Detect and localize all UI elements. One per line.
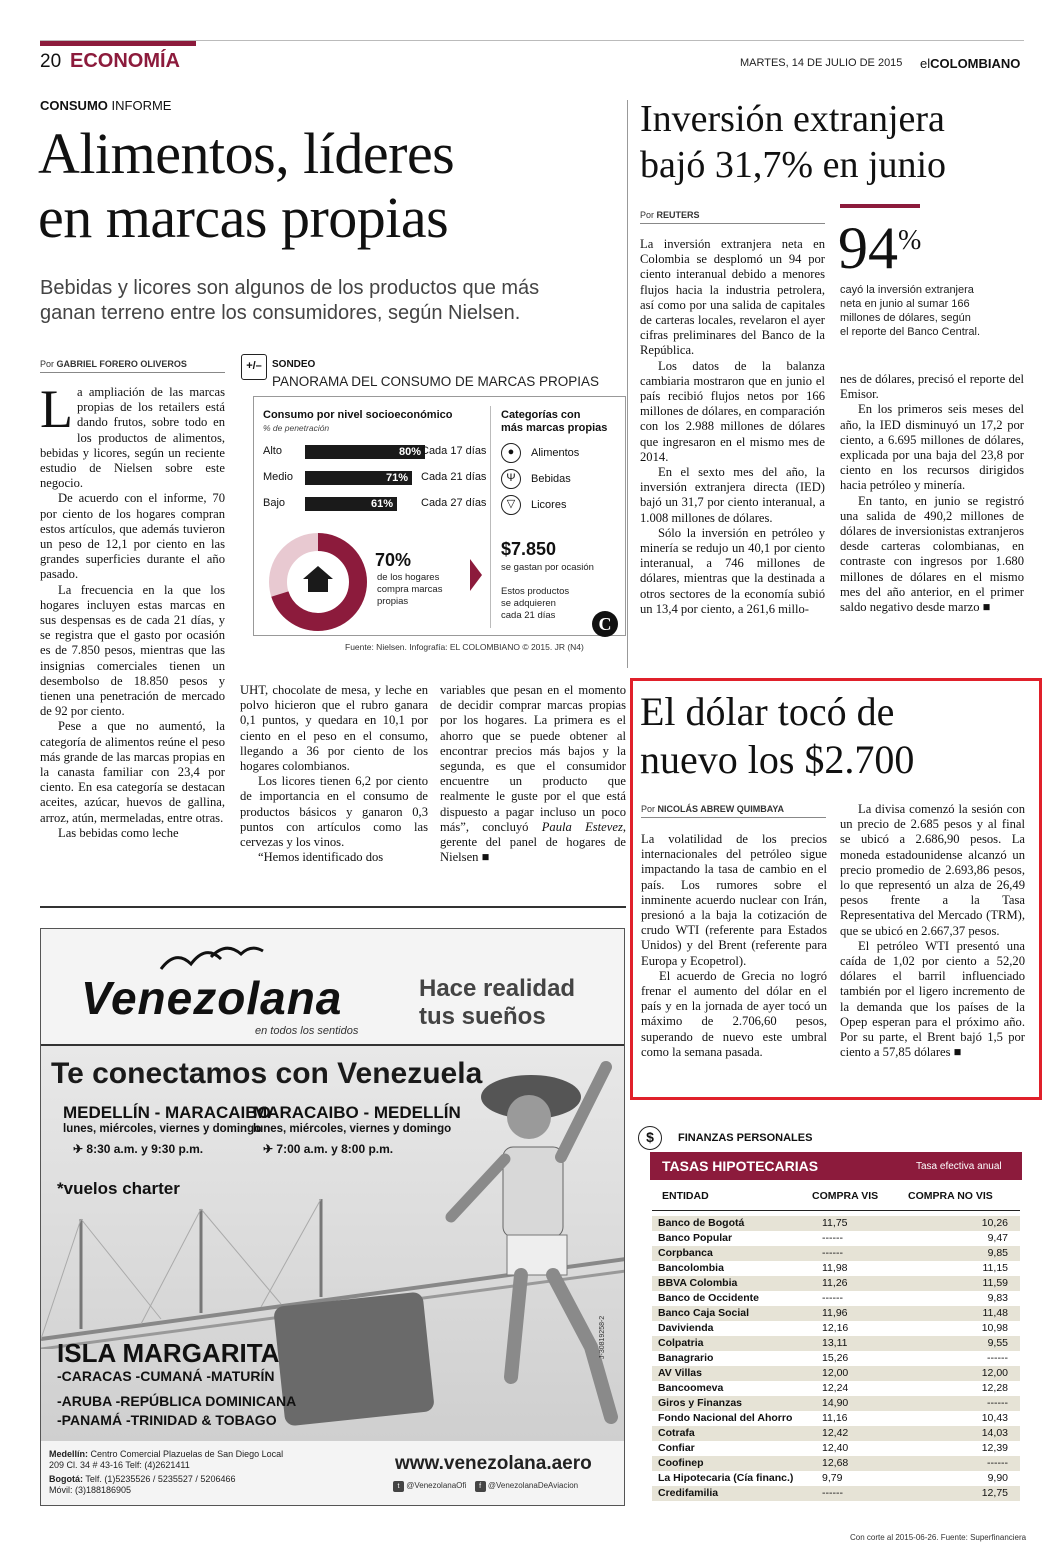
route-times: 8:30 a.m. y 9:30 p.m. xyxy=(86,1142,204,1156)
suitcase-image xyxy=(273,1291,435,1426)
table-row xyxy=(652,1366,1020,1381)
levels-chart xyxy=(263,442,488,517)
stat-caption-line: neta en junio al sumar 166 xyxy=(840,298,970,310)
contact-label: Bogotá: xyxy=(49,1474,83,1484)
slogan-line: Hace realidad xyxy=(419,975,576,1002)
entity-cell: Fondo Nacional del Ahorro xyxy=(658,1412,793,1424)
ad-slogan xyxy=(419,975,575,1031)
table-row xyxy=(652,1426,1020,1441)
entity-cell: BBVA Colombia xyxy=(658,1277,738,1289)
vis-rate-cell: ------ xyxy=(822,1292,843,1304)
table-row xyxy=(652,1396,1020,1411)
paragraph: En tanto, en junio se registró una salida de 490,2 millones de dólares de inversionistas extranjeros desde carteras colombianas, en contraste con ingresos por 1.680 millones de dólares en el mismo mes del año anterior, en el primer saldo negativo desde marzo ■ xyxy=(840,493,1024,615)
no-vis-rate-cell: ------ xyxy=(987,1457,1008,1469)
vis-rate-cell: 14,90 xyxy=(822,1397,849,1409)
paragraph: nes de dólares, precisó el reporte del Emisor. xyxy=(840,372,1024,402)
categories-title-line: más marcas propias xyxy=(501,422,608,434)
category-label: Alimentos xyxy=(531,447,580,459)
finance-header-bar xyxy=(650,1152,1022,1180)
plane-icon: ✈ xyxy=(263,1142,274,1156)
vis-rate-cell: 9,79 xyxy=(822,1472,843,1484)
contact-text: Telf. (1)5235526 / 5235527 / 5206466 xyxy=(85,1474,236,1484)
table-row xyxy=(652,1231,1020,1246)
headline-line: en marcas propias xyxy=(38,185,449,250)
byline-prefix: Por xyxy=(641,804,656,814)
donut-text-line: compra marcas xyxy=(377,584,443,595)
donut-text xyxy=(377,572,442,608)
logo-letter: C xyxy=(598,614,612,634)
article3-headline xyxy=(640,688,914,784)
frequency-line: se adquieren xyxy=(501,598,556,609)
table-row xyxy=(652,1411,1020,1426)
contact-text: 209 Cl. 34 # 43-16 Telf: (4)2621411 xyxy=(49,1460,190,1470)
no-vis-rate-cell: 11,48 xyxy=(982,1307,1008,1319)
vis-rate-cell: ------ xyxy=(822,1247,843,1259)
stat-value: 94 xyxy=(838,215,898,281)
categories-title-line: Categorías con xyxy=(501,409,581,421)
paragraph: En el sexto mes del año, la inversión extranjera directa (IED) bajó un 31,7 por ciento interanual, a 1.008 millones de dólares. xyxy=(640,465,825,525)
no-vis-rate-cell: 9,47 xyxy=(987,1232,1008,1244)
article2-headline xyxy=(640,96,946,188)
no-vis-rate-cell: 11,15 xyxy=(982,1262,1008,1274)
table-row xyxy=(652,1441,1020,1456)
vis-rate-cell: 12,16 xyxy=(822,1322,849,1334)
table-row xyxy=(652,1306,1020,1321)
contact-label: Medellín: xyxy=(49,1449,89,1459)
masthead-name: COLOMBIANO xyxy=(930,56,1021,71)
level-label: Alto xyxy=(263,445,282,457)
entity-cell: Banco Caja Social xyxy=(658,1307,750,1319)
infographic-tag: SONDEO xyxy=(272,359,316,370)
paragraph: La frecuencia en la que los hogares incluyen estas marcas en sus despensas es de cada 21 días, y se registra que el gasto por ocasión es de 7.850 pesos, mientras que las insignias comerciales tienen un desembolso de 18.850 pesos y tienen una penetración de mercado de 92 por ciento. xyxy=(40,582,225,719)
finance-section xyxy=(638,1126,1028,1546)
byline-prefix: Por xyxy=(640,210,655,220)
article2-byline xyxy=(640,210,700,220)
finance-subtitle: Tasa efectiva anual xyxy=(916,1161,1002,1172)
entity-cell: Davivienda xyxy=(658,1322,714,1334)
stat-unit: % xyxy=(898,225,922,256)
cutlery-icon: Ψ xyxy=(501,469,521,489)
entity-cell: Bancolombia xyxy=(658,1262,724,1274)
donut-text-line: de los hogares xyxy=(377,572,440,583)
route1 xyxy=(63,1103,274,1157)
finance-title: TASAS HIPOTECARIAS xyxy=(662,1158,819,1174)
route-title: MARACAIBO - MEDELLÍN xyxy=(253,1103,461,1122)
destinations xyxy=(57,1339,296,1430)
paragraph: El acuerdo de Grecia no logró frenar el aumento del dólar en el país y en la jornada de ayer tocó un máximo de 2.706,60 pesos, superando de nuevo este umbral como la semana pasada. xyxy=(641,968,827,1059)
brand-tagline: en todos los sentidos xyxy=(255,1025,359,1037)
level-row xyxy=(263,468,488,488)
no-vis-rate-cell: 9,83 xyxy=(987,1292,1008,1304)
paragraph: Pese a que no aumentó, la categoría de alimentos reúne el peso más grande de las marcas propias en la canasta familiar con 23,4 por ciento. En esa categoría se destacan aceites, azúcar, huevos de gallina, arroz, atún, mermeladas, entre otras. xyxy=(40,719,225,825)
no-vis-rate-cell: ------ xyxy=(987,1397,1008,1409)
issue-date: MARTES, 14 DE JULIO DE 2015 xyxy=(740,57,903,69)
infographic-title: PANORAMA DEL CONSUMO DE MARCAS PROPIAS xyxy=(272,374,600,389)
entity-cell: Banco de Occidente xyxy=(658,1292,759,1304)
no-vis-rate-cell: 10,43 xyxy=(981,1412,1008,1424)
kicker-rest: INFORME xyxy=(111,98,172,113)
paragraph-text: , gerente del panel de hogares de Nielsen ■ xyxy=(440,819,627,865)
paragraph: En los primeros seis meses del año, la IED disminuyó un 17,2 por ciento, a 6.695 millones de dólares, explicada por una baja del 23,8 por ciento en los recursos dirigidos hacia petróleo y minería. xyxy=(840,402,1024,493)
column-header: ENTIDAD xyxy=(662,1190,709,1202)
categories-title xyxy=(501,409,607,435)
social-links xyxy=(393,1481,578,1492)
infographic-source: Fuente: Nielsen. Infografía: EL COLOMBIANO © 2015. JR (N4) xyxy=(345,642,584,652)
plus-minus-icon xyxy=(241,354,267,380)
finance-footnote: Con corte al 2015-06-26. Fuente: Superfinanciera xyxy=(850,1533,1027,1542)
table-row xyxy=(652,1351,1020,1366)
entity-cell: Banagrario xyxy=(658,1352,714,1364)
vis-rate-cell: 11,16 xyxy=(822,1412,848,1424)
price-caption: se gastan por ocasión xyxy=(501,562,594,573)
social-handle[interactable]: @VenezolanaOfi xyxy=(406,1481,467,1490)
charter-note: *vuelos charter xyxy=(57,1179,180,1198)
level-bar: 80% xyxy=(305,445,425,459)
paragraph: La volatilidad de los precios internacionales del petróleo sigue impactando la tasa de cambio en el país. Los rumores sobre el inminente acuerdo nuclear con Irán, presionó a la baja la cotización de crudo WTI (referente para Estados Unidos) y del Brent (referente para Europa y Ecopetrol). xyxy=(641,832,827,968)
house-icon xyxy=(301,564,335,594)
table-header-row xyxy=(652,1190,1020,1206)
level-bar: 71% xyxy=(305,471,412,485)
category-bebidas xyxy=(501,468,571,490)
paragraph: “Hemos identificado dos xyxy=(258,850,384,865)
destination-line: -CARACAS -CUMANÁ -MATURÍN xyxy=(57,1368,275,1384)
paragraph: La divisa comenzó la sesión con un precio de 2.685 pesos y al final se ubicó a 2.686,90 pesos. La moneda estadounidense alcanzó un precio promedio de 2.693,86 pesos, lo que representó un alza de 26,49 pesos frente a la Tasa Representativa del Mercado (TRM), que se ubicó en 2.667,37 pesos. xyxy=(840,802,1025,938)
table-row xyxy=(652,1456,1020,1471)
byline-name: REUTERS xyxy=(656,210,700,220)
vis-rate-cell: 12,40 xyxy=(822,1442,849,1454)
article1-deck xyxy=(40,276,539,326)
article1-kicker xyxy=(40,98,171,113)
twitter-icon: t xyxy=(393,1481,404,1492)
vis-rate-cell: 13,11 xyxy=(822,1337,848,1349)
table-row xyxy=(652,1246,1020,1261)
headline-line: El dólar tocó de xyxy=(640,689,895,734)
paragraph: El petróleo WTI presentó una caída de 1,02 por ciento a 52,20 dólares el barril influenciado también por el ligero incremento de la demanda que los países de la Opep esperan para el próximo año. Por su parte, el Brent bajó 1,5 por ciento a 57,85 dólares ■ xyxy=(840,938,1025,1060)
icon-label: +/– xyxy=(246,360,262,372)
finance-table xyxy=(652,1182,1020,1527)
category-label: Bebidas xyxy=(531,473,571,485)
contact-text: Centro Comercial Plazuelas de San Diego Local xyxy=(90,1449,284,1459)
article1-col3 xyxy=(440,683,626,865)
byline-name: NICOLÁS ABREW QUIMBAYA xyxy=(657,804,785,814)
stat-caption-line: millones de dólares, según xyxy=(840,312,971,324)
vis-rate-cell: 11,75 xyxy=(822,1217,848,1229)
article2-col1 xyxy=(640,237,825,617)
colombiano-logo-icon xyxy=(592,611,618,637)
stat-caption-line: cayó la inversión extranjera xyxy=(840,284,974,296)
table-row xyxy=(652,1471,1020,1486)
destination-line: -ARUBA -REPÚBLICA DOMINICANA xyxy=(57,1393,297,1409)
levels-subtitle: % de penetración xyxy=(263,423,330,433)
stat-accent-bar xyxy=(840,204,920,208)
entity-cell: AV Villas xyxy=(658,1367,702,1379)
stat-caption-line: el reporte del Banco Central. xyxy=(840,326,981,338)
vis-rate-cell: 12,24 xyxy=(822,1382,849,1394)
category-alimentos xyxy=(501,442,579,464)
levels-title: Consumo por nivel socioeconómico xyxy=(263,409,453,421)
paragraph: De acuerdo con el informe, 70 por ciento de los hogares compran estos artículos, que además tuvieron un peso de 12,1 por ciento en las grandes superficies durante el año pasado. xyxy=(40,491,225,582)
category-licores xyxy=(501,494,566,516)
dollar-icon xyxy=(638,1126,662,1150)
infographic xyxy=(241,354,626,654)
paragraph: a ampliación de las marcas propias de los retailers está dando frutos, sobre todo en los productos de alimentos, bebidas y licores, según un reciente estudio de Nielsen sobre este negocio. xyxy=(40,385,225,491)
section-accent-bar xyxy=(40,41,196,46)
no-vis-rate-cell: 10,98 xyxy=(981,1322,1008,1334)
price-value: $7.850 xyxy=(501,539,557,559)
entity-cell: Corpbanca xyxy=(658,1247,713,1259)
slogan-line: tus sueños xyxy=(419,1003,546,1030)
entity-cell: Banco de Bogotá xyxy=(658,1217,745,1229)
contact-text: Móvil: (3)188186905 xyxy=(49,1485,132,1495)
table-row xyxy=(652,1216,1020,1231)
masthead xyxy=(920,56,1020,71)
glass-icon: ▽ xyxy=(501,495,521,515)
apple-icon: ● xyxy=(501,443,521,463)
entity-cell: Confiar xyxy=(658,1442,695,1454)
arrow-icon xyxy=(470,559,482,591)
column-rule xyxy=(627,100,628,668)
vis-rate-cell: 11,96 xyxy=(822,1307,848,1319)
headline-line: Inversión extranjera xyxy=(640,98,945,140)
categories-list xyxy=(501,442,621,522)
level-bar: 61% xyxy=(305,497,397,511)
article1-headline xyxy=(38,122,454,250)
paragraph: Las bebidas como leche xyxy=(58,825,179,840)
ad-website[interactable]: www.venezolana.aero xyxy=(395,1453,592,1474)
level-row xyxy=(263,494,488,514)
article1-col2 xyxy=(240,683,428,865)
header-rule xyxy=(652,1210,1020,1211)
entity-cell: Giros y Finanzas xyxy=(658,1397,743,1409)
no-vis-rate-cell: 12,00 xyxy=(981,1367,1008,1379)
level-label: Medio xyxy=(263,471,293,483)
dollar-glyph: $ xyxy=(646,1129,654,1145)
table-row xyxy=(652,1381,1020,1396)
entity-cell: La Hipotecaria (Cía financ.) xyxy=(658,1472,794,1484)
level-frequency: Cada 27 días xyxy=(421,497,487,509)
destination-title: ISLA MARGARITA xyxy=(57,1338,280,1368)
level-frequency: Cada 21 días xyxy=(421,471,487,483)
section-name: ECONOMÍA xyxy=(70,50,180,72)
no-vis-rate-cell: 12,28 xyxy=(981,1382,1008,1394)
facebook-icon: f xyxy=(475,1481,486,1492)
bogota-line xyxy=(49,1474,283,1485)
vis-rate-cell: 11,26 xyxy=(822,1277,848,1289)
paragraph: UHT, chocolate de mesa, y leche en polvo hicieron que el rubro ganara 0,1 puntos, y quedara en 10,1 por ciento en el peso en el consumo, llegando a 36 por ciento de los hogares colombianos. xyxy=(240,683,428,774)
section-rule xyxy=(40,906,626,908)
level-label: Bajo xyxy=(263,497,286,509)
medellin-contact xyxy=(49,1449,283,1496)
page-number: 20 xyxy=(40,51,62,72)
paragraph: Sólo la inversión en petróleo y minería se redujo un 40,1 por ciento interanual, a 746 millones de dólares, mientras que la destinada a otros sectores de la economía subió un 13,4 por ciento, a 261,6 millo- xyxy=(640,525,825,616)
paragraph: La inversión extranjera neta en Colombia se desplomó un 94 por ciento interanual debido a menores flujos hacia la industria petrolera, así como por una salida de capitales de carteras locales, revelaron el ayer cifras preliminares del Banco de la República. xyxy=(640,237,825,358)
paragraph: Los licores tienen 6,2 por ciento de importancia en el consumo de productos básicos y ganaron 0,3 puntos con artículos como las cervezas y los vinos. xyxy=(240,774,428,850)
no-vis-rate-cell: 9,55 xyxy=(987,1337,1008,1349)
no-vis-rate-cell: 11,59 xyxy=(982,1277,1008,1289)
entity-cell: Coofinep xyxy=(658,1457,704,1469)
kicker-bold: CONSUMO xyxy=(40,98,108,113)
social-handle[interactable]: @VenezolanaDeAviacion xyxy=(487,1481,579,1490)
vis-rate-cell: 12,42 xyxy=(822,1427,849,1439)
route2 xyxy=(253,1105,461,1157)
entity-cell: Banco Popular xyxy=(658,1232,733,1244)
route-days: lunes, miércoles, viernes y domingo xyxy=(63,1123,262,1135)
vis-rate-cell: 12,00 xyxy=(822,1367,849,1379)
entity-cell: Colpatria xyxy=(658,1337,704,1349)
category-label: Licores xyxy=(531,499,567,511)
article3-col1 xyxy=(641,832,827,1060)
article3-byline xyxy=(641,804,784,814)
no-vis-rate-cell: 9,85 xyxy=(987,1247,1008,1259)
byline-rule xyxy=(641,817,826,818)
headline-line: nuevo los $2.700 xyxy=(640,737,915,782)
deck-line: Bebidas y licores son algunos de los productos que más xyxy=(40,277,540,299)
table-row xyxy=(652,1261,1020,1276)
column-header: COMPRA VIS xyxy=(812,1190,879,1202)
table-body xyxy=(652,1216,1020,1516)
no-vis-rate-cell: ------ xyxy=(987,1352,1008,1364)
side-code: J-30819258-2 xyxy=(599,1315,606,1359)
headline-line: Alimentos, líderes xyxy=(38,121,455,186)
level-frequency: Cada 17 días xyxy=(421,445,487,457)
ad-headline: Te conectamos con Venezuela xyxy=(51,1057,483,1090)
deck-line: ganan terreno entre los consumidores, según Nielsen. xyxy=(40,302,521,324)
vis-rate-cell: 15,26 xyxy=(822,1352,849,1364)
panel-divider xyxy=(490,406,491,628)
level-row xyxy=(263,442,488,462)
no-vis-rate-cell: 10,26 xyxy=(981,1217,1008,1229)
medellin-line xyxy=(49,1449,283,1460)
vis-rate-cell: 11,98 xyxy=(822,1262,848,1274)
route-times-row xyxy=(63,1141,274,1157)
byline-prefix: Por xyxy=(40,359,55,369)
article2-col2 xyxy=(840,372,1024,615)
table-row xyxy=(652,1486,1020,1501)
frequency-text xyxy=(501,586,569,622)
plane-icon: ✈ xyxy=(73,1142,84,1156)
stat-caption xyxy=(840,283,980,339)
no-vis-rate-cell: 9,90 xyxy=(987,1472,1008,1484)
article1-col1 xyxy=(40,379,225,841)
headline-line: bajó 31,7% en junio xyxy=(640,144,947,186)
masthead-prefix: el xyxy=(920,56,931,71)
article3-col2 xyxy=(840,802,1025,1060)
dropcap: L xyxy=(40,379,73,439)
no-vis-rate-cell: 14,03 xyxy=(981,1427,1008,1439)
route-title: MEDELLÍN - MARACAIBO xyxy=(63,1103,271,1122)
article1-byline xyxy=(40,359,187,369)
frequency-line: Estos productos xyxy=(501,586,570,597)
vis-rate-cell: ------ xyxy=(822,1487,843,1499)
entity-cell: Bancoomeva xyxy=(658,1382,724,1394)
quoted-person: Paula Estevez xyxy=(541,819,623,834)
column-header: COMPRA NO VIS xyxy=(908,1190,993,1202)
byline-rule xyxy=(40,372,225,373)
vis-rate-cell: 12,68 xyxy=(822,1457,849,1469)
paragraph: Los datos de la balanza cambiaria mostraron que en junio el país recibió flujos netos por 166 millones de dólares, en comparación con los 2.988 millones de dólares que ingresaron en el mismo mes de 2014. xyxy=(640,358,825,464)
entity-cell: Credifamilia xyxy=(658,1487,719,1499)
brand-name: Venezolana xyxy=(81,972,343,1024)
no-vis-rate-cell: 12,75 xyxy=(981,1487,1008,1499)
route-times-row xyxy=(253,1141,461,1157)
table-row xyxy=(652,1291,1020,1306)
byline-name: GABRIEL FORERO OLIVEROS xyxy=(56,359,187,369)
destination-line: -PANAMÁ -TRINIDAD & TOBAGO xyxy=(57,1412,277,1428)
entity-cell: Cotrafa xyxy=(658,1427,695,1439)
route-times: 7:00 a.m. y 8:00 p.m. xyxy=(276,1142,394,1156)
frequency-line: cada 21 días xyxy=(501,610,556,621)
vis-rate-cell: ------ xyxy=(822,1232,843,1244)
route-days: lunes, miércoles, viernes y domingo xyxy=(253,1123,452,1135)
donut-text-line: propias xyxy=(377,596,409,607)
table-row xyxy=(652,1321,1020,1336)
advertisement xyxy=(40,928,625,1506)
paragraph-text: variables que pesan en el momento de decidir comprar marcas propias por los hogares. La primera es el ahorro que se puede obtener al encontrar precios más bajos y la segunda, es que el consumidor encuentre un producto que realmente le guste por el que está dispuesto a pagar incluso un poco más”, concluyó xyxy=(440,683,626,834)
table-row xyxy=(652,1276,1020,1291)
donut-pct: 70% xyxy=(375,550,412,570)
stat-number xyxy=(838,216,921,280)
byline-rule xyxy=(640,223,825,224)
table-row xyxy=(652,1336,1020,1351)
paragraph xyxy=(440,683,626,865)
no-vis-rate-cell: 12,39 xyxy=(981,1442,1008,1454)
finance-label: FINANZAS PERSONALES xyxy=(678,1132,813,1144)
